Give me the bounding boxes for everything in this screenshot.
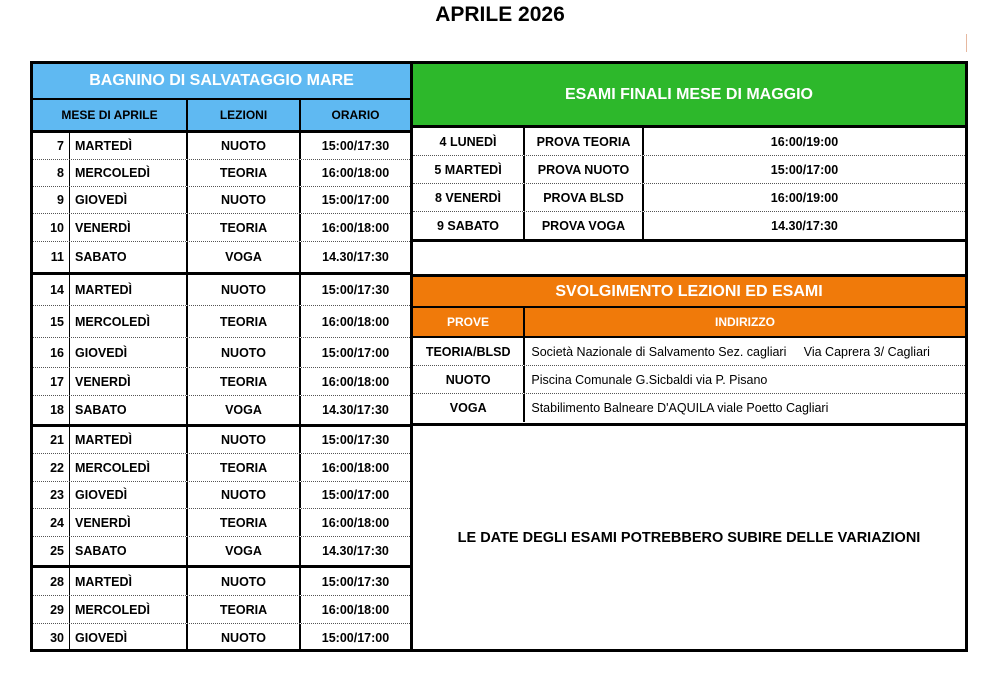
exam-time: 16:00/19:00 [770, 134, 839, 149]
exam-date-note: LE DATE DEGLI ESAMI POTREBBERO SUBIRE DELLE VARIAZIONI [413, 426, 968, 652]
lesson-day: 25 [33, 537, 70, 565]
lesson-time: 16:00/18:00 [321, 314, 390, 329]
lesson-type: VOGA [188, 537, 301, 565]
exam-test: PROVA VOGA [525, 212, 644, 240]
lesson-day: 22 [33, 454, 70, 481]
lesson-type: NUOTO [188, 482, 301, 508]
lesson-day: 10 [33, 214, 70, 241]
lesson-weekday: SABATO [70, 242, 188, 272]
lesson-time: 15:00/17:00 [321, 193, 390, 207]
venues-column-headers [413, 308, 968, 338]
lessons-column-headers [33, 100, 410, 133]
lesson-weekday: MERCOLEDÌ [70, 454, 188, 481]
lesson-day: 11 [33, 242, 70, 272]
lesson-weekday: MARTEDÌ [70, 275, 188, 305]
lesson-day: 18 [33, 396, 70, 424]
exam-test: PROVA NUOTO [525, 156, 644, 183]
lesson-type: TEORIA [188, 214, 301, 241]
lesson-type: TEORIA [188, 509, 301, 536]
lesson-week-group [33, 427, 410, 568]
lesson-day: 21 [33, 427, 70, 453]
lesson-time: 15:00/17:30 [321, 283, 390, 297]
exam-date: 8 VENERDÌ [413, 184, 525, 211]
lesson-row [33, 596, 410, 624]
exam-time: 14.30/17:30 [771, 219, 838, 233]
lessons-table-header: BAGNINO DI SALVATAGGIO MARE [33, 64, 410, 100]
lesson-row [33, 624, 410, 651]
lesson-row [33, 368, 410, 396]
venue-address: Società Nazionale di Salvamento Sez. cagliari Via Caprera 3/ Cagliari [531, 344, 930, 359]
venue-address: Piscina Comunale G.Sicbaldi via P. Pisano [531, 372, 768, 387]
lesson-type: TEORIA [188, 596, 301, 623]
lesson-time: 16:00/18:00 [321, 374, 390, 389]
venue-row [413, 366, 965, 394]
lesson-day: 29 [33, 596, 70, 623]
lesson-weekday: GIOVEDÌ [70, 482, 188, 508]
lesson-row [33, 338, 410, 368]
lesson-row [33, 396, 410, 424]
lesson-time: 15:00/17:00 [321, 345, 390, 360]
lesson-weekday: MERCOLEDÌ [70, 306, 188, 337]
lesson-week-group [33, 275, 410, 427]
exams-table [413, 128, 968, 242]
lesson-weekday: MARTEDÌ [70, 427, 188, 453]
lesson-weekday: MARTEDÌ [70, 568, 188, 595]
lesson-weekday: SABATO [70, 396, 188, 424]
lesson-time: 15:00/17:30 [321, 433, 390, 447]
lesson-weekday: VENERDÌ [70, 368, 188, 395]
spacer [413, 242, 968, 274]
lesson-row [33, 275, 410, 306]
lesson-day: 9 [33, 187, 70, 213]
lesson-type: VOGA [188, 242, 301, 272]
exam-date: 4 LUNEDÌ [413, 128, 525, 155]
lesson-type: NUOTO [188, 133, 301, 159]
lesson-time: 14.30/17:30 [322, 544, 389, 558]
lesson-time: 14.30/17:30 [322, 250, 389, 264]
venue-address: Stabilimento Balneare D'AQUILA viale Poetto Cagliari [531, 401, 829, 415]
lesson-day: 30 [33, 624, 70, 651]
exam-date: 5 MARTEDÌ [413, 156, 525, 183]
lesson-type: TEORIA [188, 368, 301, 395]
lesson-type: NUOTO [188, 427, 301, 453]
lesson-type: VOGA [188, 396, 301, 424]
lesson-weekday: MARTEDÌ [70, 133, 188, 159]
lesson-day: 28 [33, 568, 70, 595]
lesson-time: 16:00/18:00 [321, 602, 390, 617]
lesson-type: NUOTO [188, 624, 301, 651]
lesson-time: 15:00/17:00 [321, 488, 390, 502]
lesson-weekday: VENERDÌ [70, 214, 188, 241]
exam-time: 15:00/17:00 [770, 162, 839, 177]
lesson-day: 16 [33, 338, 70, 367]
lesson-time: 16:00/18:00 [321, 460, 390, 475]
exam-test: PROVA BLSD [525, 184, 644, 211]
lesson-time: 16:00/18:00 [321, 515, 390, 530]
venue-row [413, 338, 965, 366]
lessons-body [33, 133, 410, 651]
lesson-weekday: VENERDÌ [70, 509, 188, 536]
lesson-weekday: MERCOLEDÌ [70, 160, 188, 186]
lesson-type: TEORIA [188, 306, 301, 337]
venues-table [413, 338, 968, 426]
page-title: APRILE 2026 [435, 3, 565, 26]
lesson-row [33, 568, 410, 596]
exams-header: ESAMI FINALI MESE DI MAGGIO [413, 61, 968, 128]
lesson-time: 15:00/17:30 [321, 574, 390, 589]
col-time-header: ORARIO [331, 108, 380, 122]
lesson-row [33, 160, 410, 187]
lesson-weekday: GIOVEDÌ [70, 338, 188, 367]
lessons-table [30, 61, 413, 652]
lesson-time: 16:00/18:00 [321, 220, 390, 235]
col-lessons-header: LEZIONI [188, 100, 301, 130]
lesson-type: NUOTO [188, 568, 301, 595]
lesson-day: 15 [33, 306, 70, 337]
exam-time: 16:00/19:00 [770, 190, 839, 205]
lesson-row [33, 187, 410, 214]
exam-row [413, 156, 965, 184]
lesson-row [33, 454, 410, 482]
venue-row [413, 394, 965, 422]
venue-test: NUOTO [413, 366, 525, 393]
venues-header: SVOLGIMENTO LEZIONI ED ESAMI [413, 274, 968, 308]
lesson-row [33, 482, 410, 509]
lesson-time: 15:00/17:00 [321, 630, 390, 645]
lesson-row [33, 306, 410, 338]
lesson-time: 16:00/18:00 [321, 166, 390, 180]
lesson-weekday: GIOVEDÌ [70, 624, 188, 651]
lesson-weekday: GIOVEDÌ [70, 187, 188, 213]
venue-test: TEORIA/BLSD [413, 338, 525, 365]
lesson-row [33, 427, 410, 454]
col-month-header: MESE DI APRILE [33, 100, 188, 130]
lesson-day: 7 [33, 133, 70, 159]
lesson-weekday: MERCOLEDÌ [70, 596, 188, 623]
lesson-row [33, 242, 410, 272]
edge-mark [966, 34, 967, 52]
exam-test: PROVA TEORIA [525, 128, 644, 155]
lesson-day: 8 [33, 160, 70, 186]
exam-row [413, 212, 965, 240]
lesson-weekday: SABATO [70, 537, 188, 565]
lesson-type: NUOTO [188, 275, 301, 305]
col-tests-header: PROVE [413, 308, 525, 336]
lesson-type: TEORIA [188, 454, 301, 481]
lesson-week-group [33, 133, 410, 275]
lesson-row [33, 214, 410, 242]
exam-row [413, 184, 965, 212]
col-address-header: INDIRIZZO [715, 315, 775, 329]
venue-test: VOGA [413, 394, 525, 422]
lesson-time: 14.30/17:30 [322, 403, 389, 417]
lesson-week-group [33, 568, 410, 651]
lesson-time: 15:00/17:30 [321, 139, 390, 153]
lesson-day: 23 [33, 482, 70, 508]
lesson-day: 24 [33, 509, 70, 536]
lesson-day: 17 [33, 368, 70, 395]
lesson-row [33, 133, 410, 160]
lesson-type: NUOTO [188, 338, 301, 367]
lesson-day: 14 [33, 275, 70, 305]
lesson-type: NUOTO [188, 187, 301, 213]
lesson-type: TEORIA [188, 160, 301, 186]
lesson-row [33, 537, 410, 565]
exam-date: 9 SABATO [413, 212, 525, 240]
exam-row [413, 128, 965, 156]
lesson-row [33, 509, 410, 537]
